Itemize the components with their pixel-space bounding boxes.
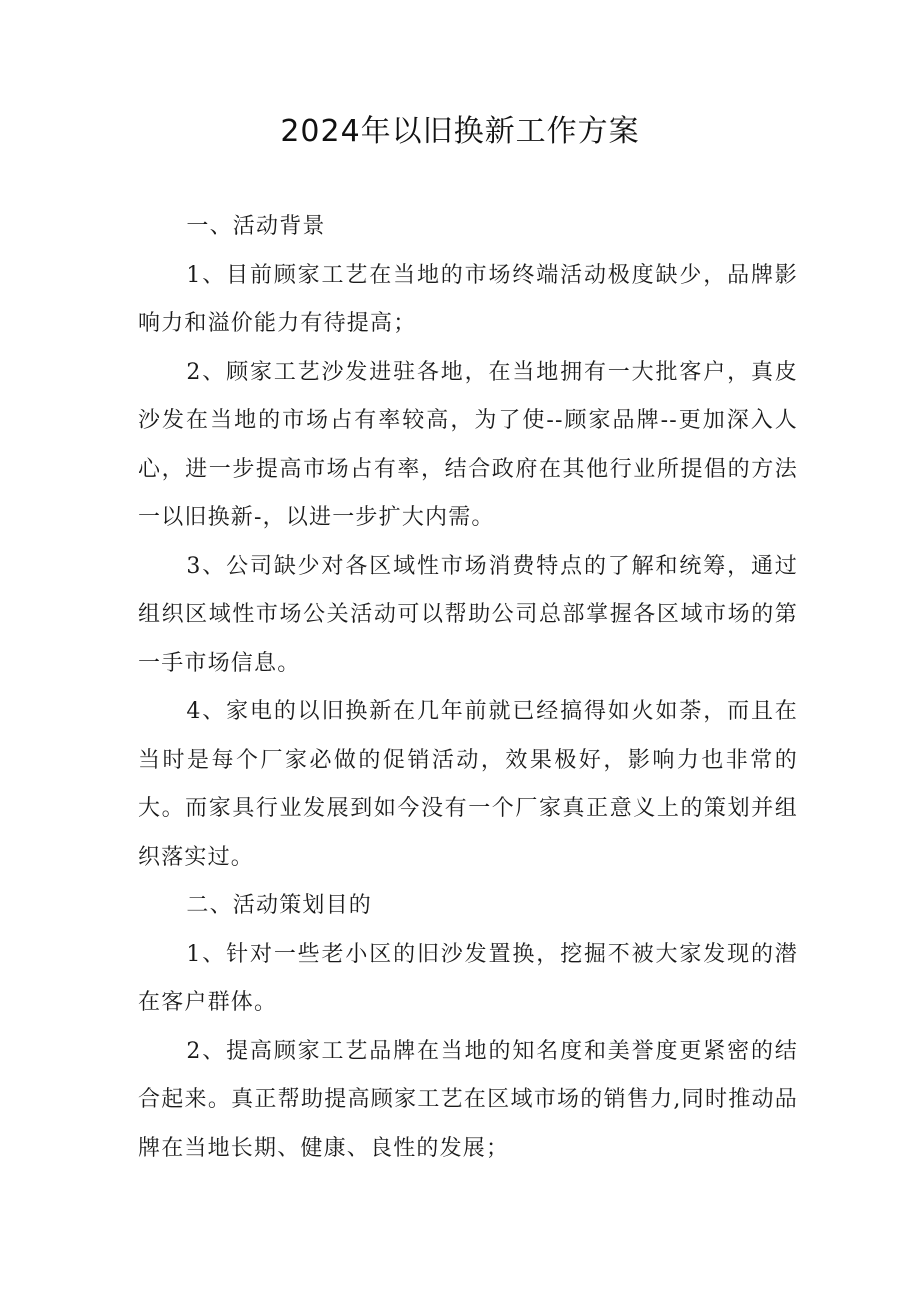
paragraph-background-4: 4、家电的以旧换新在几年前就已经搞得如火如荼，而且在当时是每个厂家必做的促销活动，效果极好，影响力也非常的大。而家具行业发展到如今没有一个厂家真正意义上的策划并组织落实过。: [138, 699, 798, 870]
paragraph-background-2: 2、顾家工艺沙发进驻各地，在当地拥有一大批客户，真皮沙发在当地的市场占有率较高，为了使--顾家品牌--更加深入人心，进一步提高市场占有率，结合政府在其他行业所提倡的方法一以旧换新-，以进一步扩大内需。: [138, 359, 798, 530]
section-heading-purpose: 二、活动策划目的: [186, 893, 372, 918]
document-title: 2024年以旧换新工作方案: [280, 114, 640, 149]
paragraph-purpose-1: 1、针对一些老小区的旧沙发置换，挖掘不被大家发现的潜在客户群体。: [138, 941, 798, 1015]
paragraph-background-3: 3、公司缺少对各区域性市场消费特点的了解和统筹，通过组织区域性市场公关活动可以帮助公司总部掌握各区域市场的第一手市场信息。: [138, 553, 798, 676]
document-body: [138, 203, 798, 1173]
section-heading-background: 一、活动背景: [186, 214, 326, 239]
paragraph-background-1: 1、目前顾家工艺在当地的市场终端活动极度缺少，品牌影响力和溢价能力有待提高；: [138, 262, 798, 336]
paragraph-purpose-2: 2、提高顾家工艺品牌在当地的知名度和美誉度更紧密的结合起来。真正帮助提高顾家工艺在区域市场的销售力,同时推动品牌在当地长期、健康、良性的发展；: [138, 1038, 798, 1161]
